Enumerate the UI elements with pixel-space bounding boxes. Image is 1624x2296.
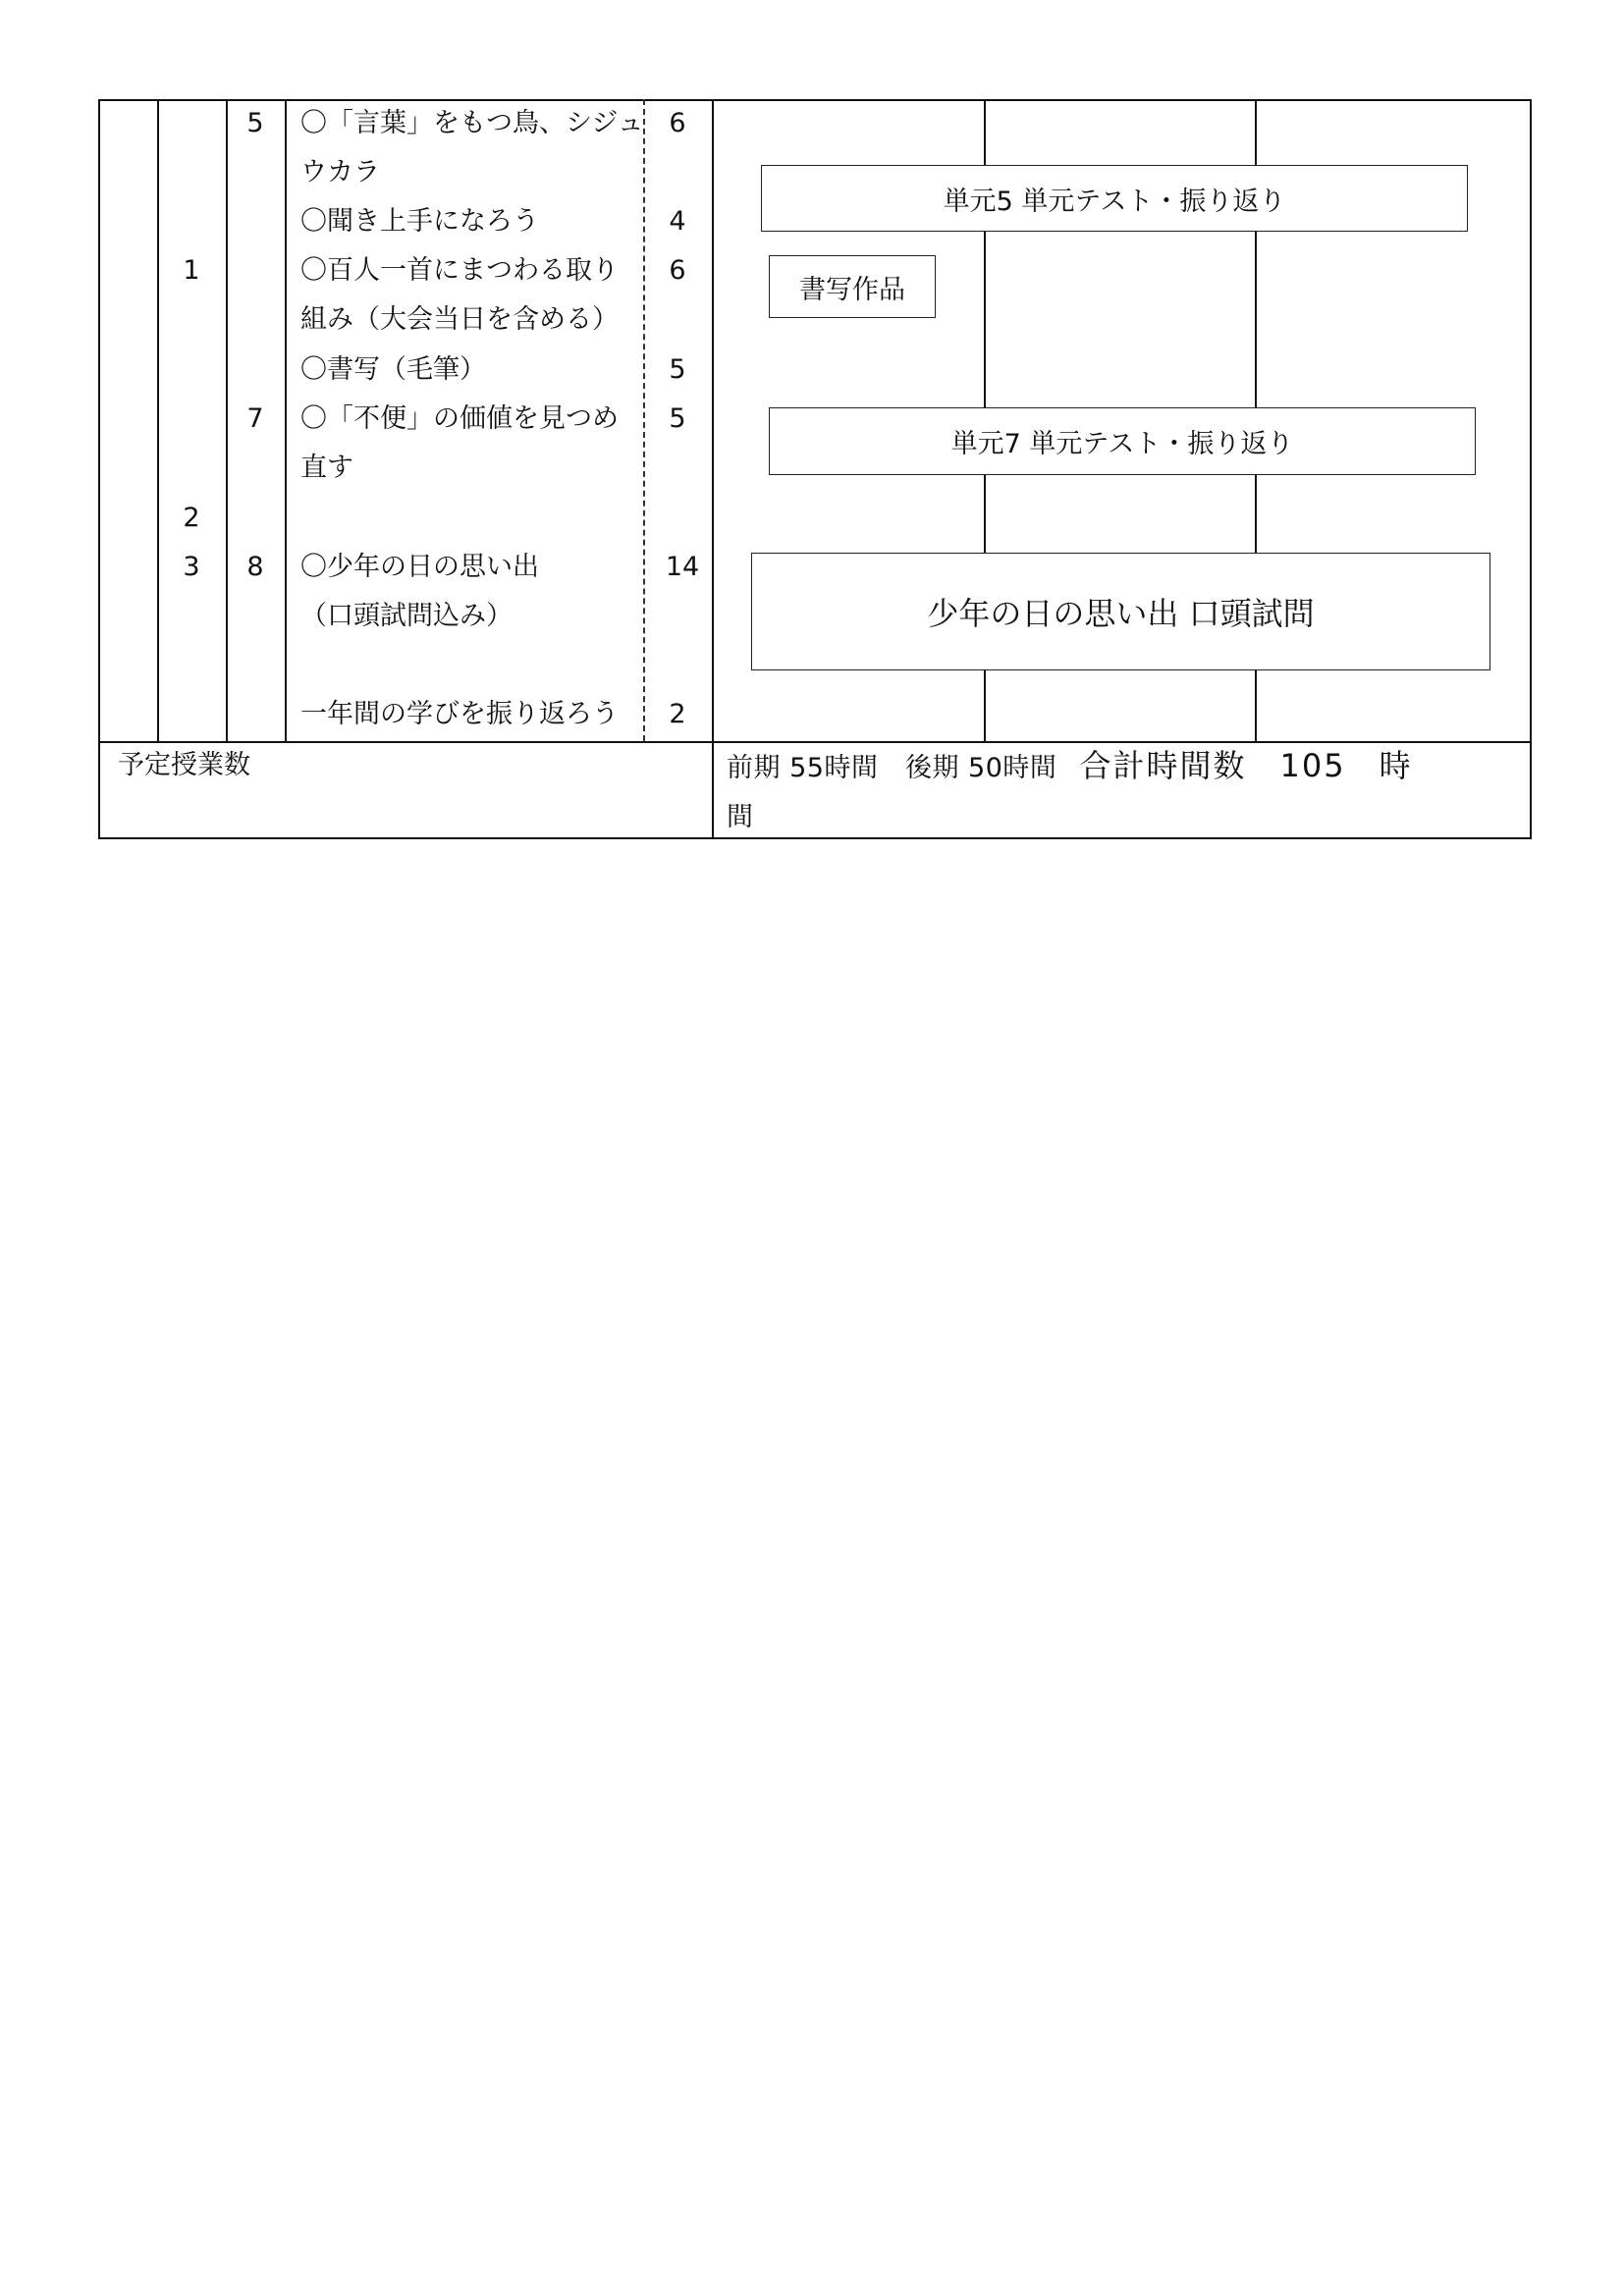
shosha-work-box: 書写作品: [769, 255, 936, 318]
month-label-3: 3: [183, 552, 200, 582]
col-divider-3: [285, 99, 287, 741]
lesson-text: 組み（大会当日を含める）: [300, 304, 619, 335]
lesson-text: 〇少年の日の思い出: [300, 552, 539, 582]
lesson-text: 一年間の学びを振り返ろう: [300, 699, 619, 729]
shonen-oral-box: 少年の日の思い出 口頭試問: [751, 553, 1490, 670]
lesson-text: （口頭試問込み）: [300, 601, 513, 631]
lesson-text: 直す: [300, 453, 353, 483]
col-divider-2: [226, 99, 228, 741]
lesson-text: ウカラ: [300, 157, 380, 187]
lesson-hours: 6: [669, 255, 686, 286]
lesson-text: 〇「不便」の価値を見つめ: [300, 403, 619, 434]
unit-number: 7: [246, 403, 264, 434]
lesson-hours: 14: [665, 552, 700, 582]
unit-number: 5: [246, 108, 264, 138]
month-label-1: 1: [183, 255, 200, 286]
lesson-text: 〇書写（毛筆）: [300, 354, 486, 385]
lesson-hours: 6: [669, 108, 686, 138]
unit5-test-box: 単元5 単元テスト・振り返り: [761, 165, 1468, 232]
footer-hours: [727, 741, 1522, 842]
col-divider-main: [712, 99, 714, 839]
lesson-text: 〇聞き上手になろう: [300, 206, 539, 237]
lesson-hours: 5: [669, 354, 686, 385]
first-second-term-hours: 前期 55時間 後期 50時間: [727, 753, 1057, 783]
footer-label: 予定授業数: [118, 750, 250, 780]
lesson-text: 〇百人一首にまつわる取り: [300, 255, 619, 286]
lesson-hours: 5: [669, 403, 686, 434]
total-hours: 合計時間数 105 時: [1079, 747, 1413, 784]
total-hours-tail: 間: [727, 802, 754, 832]
col-divider-1: [157, 99, 159, 741]
month-label-2: 2: [183, 503, 200, 533]
lesson-hours: 4: [669, 206, 686, 237]
unit7-test-box: 単元7 単元テスト・振り返り: [769, 407, 1476, 475]
lesson-hours: 2: [669, 699, 686, 729]
lesson-text: 〇「言葉」をもつ鳥、シジュ: [300, 108, 644, 138]
col-divider-dashed: [643, 99, 645, 741]
unit-number: 8: [246, 552, 264, 582]
